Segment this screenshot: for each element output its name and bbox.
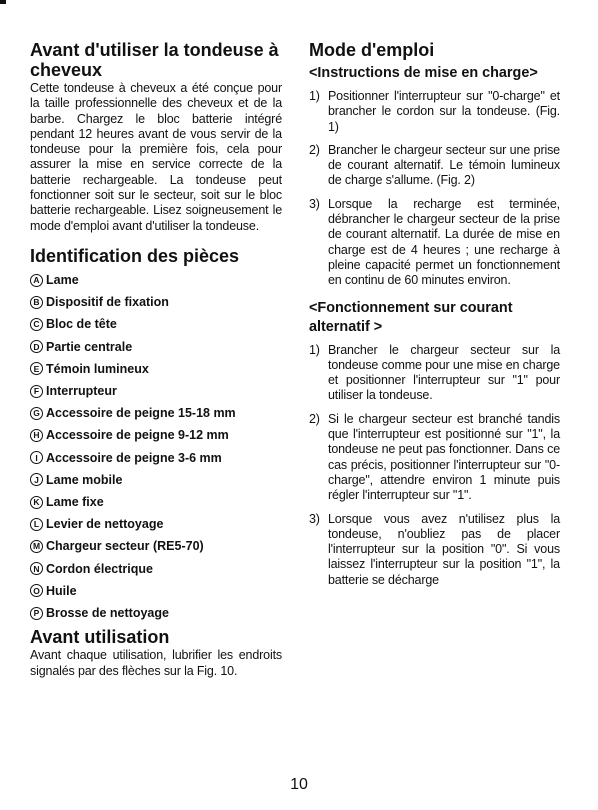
part-letter-badge: F bbox=[30, 385, 43, 398]
step-text: Brancher le chargeur secteur sur la tondeuse comme pour une mise en charge et positionner l'interrupteur sur "1" pour utiliser la tondeuse. bbox=[328, 342, 560, 403]
step-item bbox=[309, 197, 560, 289]
part-item bbox=[30, 424, 282, 446]
part-label: Lame bbox=[46, 272, 79, 287]
part-letter-badge: K bbox=[30, 496, 43, 509]
part-item bbox=[30, 535, 282, 557]
section-title-avant-utilisation: Avant utilisation bbox=[30, 627, 170, 648]
part-label: Lame mobile bbox=[46, 472, 123, 487]
step-text: Positionner l'interrupteur sur "0-charge" et brancher le cordon sur la tondeuse. (Fig. 1) bbox=[328, 89, 560, 134]
part-label: Témoin lumineux bbox=[46, 361, 149, 376]
part-label: Partie centrale bbox=[46, 339, 133, 354]
part-item bbox=[30, 380, 282, 402]
part-item bbox=[30, 269, 282, 291]
part-letter-badge: C bbox=[30, 318, 43, 331]
step-item bbox=[309, 412, 560, 504]
part-item bbox=[30, 313, 282, 335]
part-letter-badge: M bbox=[30, 540, 43, 553]
step-item bbox=[309, 512, 560, 588]
step-number: 3) bbox=[309, 196, 320, 211]
intro-paragraph: Cette tondeuse à cheveux a été conçue pour la taille professionnelle des cheveux et de la barbe. Chargez le bloc batterie intégré pendant 12 heures avant de vous servir de la tondeuse pour la première fois, cela pour assurer la mise en service correcte de la batterie rechargeable. La tondeuse peut fonctionner soit sur le secteur, soit sur le bloc batterie rechargeable. Lisez soigneusement le mode d'emploi avant d'utiliser la tondeuse. bbox=[30, 81, 282, 233]
part-label: Cordon électrique bbox=[46, 561, 153, 576]
part-letter-badge: D bbox=[30, 340, 43, 353]
part-label: Brosse de nettoyage bbox=[46, 606, 169, 621]
step-item bbox=[309, 143, 560, 189]
step-number: 2) bbox=[309, 142, 320, 157]
part-item bbox=[30, 447, 282, 469]
corner-mark bbox=[0, 0, 6, 4]
step-item bbox=[309, 343, 560, 404]
part-letter-badge: E bbox=[30, 362, 43, 375]
part-label: Lame fixe bbox=[46, 495, 104, 509]
section-title-avant-utiliser: Avant d'utiliser la tondeuse à cheveux bbox=[30, 40, 279, 80]
part-item bbox=[30, 358, 282, 380]
subsection-title-courant: <Fonctionnement sur courant alternatif > bbox=[309, 299, 513, 335]
part-item bbox=[30, 580, 282, 602]
parts-list bbox=[30, 269, 282, 624]
part-label: Accessoire de peigne 3-6 mm bbox=[46, 450, 222, 465]
part-item bbox=[30, 558, 282, 580]
part-letter-badge: H bbox=[30, 429, 43, 442]
part-item bbox=[30, 336, 282, 358]
part-letter-badge: A bbox=[30, 274, 43, 287]
part-label: Chargeur secteur (RE5-70) bbox=[46, 539, 204, 554]
step-text: Lorsque vous avez n'utilisez plus la tondeuse, n'oubliez pas de placer l'interrupteur sur la position "0". Si vous laissez l'interrupteur sur la position "1", la batterie se décharge bbox=[328, 511, 560, 587]
part-item bbox=[30, 513, 282, 535]
before-use-paragraph: Avant chaque utilisation, lubrifier les endroits signalés par des flèches sur la Fig. 10. bbox=[30, 648, 282, 678]
step-text: Si le chargeur secteur est branché tandis que l'interrupteur est positionné sur "1", la tondeuse ne peut pas fonctionner. Dans ce cas précis, positionner l'interrupteur sur "0-charge", attendre environ 1 minute puis régler l'interrupteur sur "1". bbox=[328, 411, 560, 503]
step-number: 3) bbox=[309, 511, 320, 526]
part-label: Huile bbox=[46, 583, 77, 598]
part-letter-badge: P bbox=[30, 607, 43, 620]
part-label: Interrupteur bbox=[46, 383, 117, 398]
part-letter-badge: I bbox=[30, 451, 43, 464]
part-item bbox=[30, 491, 282, 513]
step-text: Brancher le chargeur secteur sur une prise de courant alternatif. Le témoin lumineux de charge s'allume. (Fig. 2) bbox=[328, 142, 560, 188]
step-item bbox=[309, 89, 560, 135]
step-text: Lorsque la recharge est terminée, débrancher le chargeur secteur de la prise de courant alternatif. La durée de mise en charge est de 4 heures ; une recharge à pleine capacité permet un fonctionnement en continu de 60 minutes environ. bbox=[328, 196, 560, 288]
part-letter-badge: O bbox=[30, 584, 43, 597]
part-item bbox=[30, 602, 282, 624]
section-title-mode-emploi: Mode d'emploi bbox=[309, 40, 435, 60]
part-item bbox=[30, 402, 282, 424]
subsection-title-charge: <Instructions de mise en charge> bbox=[309, 65, 538, 81]
part-item bbox=[30, 291, 282, 313]
step-number: 1) bbox=[309, 342, 320, 357]
part-letter-badge: J bbox=[30, 473, 43, 486]
part-label: Levier de nettoyage bbox=[46, 517, 164, 532]
part-item bbox=[30, 469, 282, 491]
part-letter-badge: N bbox=[30, 562, 43, 575]
part-letter-badge: B bbox=[30, 296, 43, 309]
part-label: Bloc de tête bbox=[46, 317, 117, 332]
part-letter-badge: G bbox=[30, 407, 43, 420]
part-label: Accessoire de peigne 15-18 mm bbox=[46, 406, 236, 421]
section-title-identification: Identification des pièces bbox=[30, 245, 240, 266]
page-number: 10 bbox=[290, 776, 308, 793]
step-number: 1) bbox=[309, 89, 320, 103]
part-letter-badge: L bbox=[30, 518, 43, 531]
step-number: 2) bbox=[309, 411, 320, 426]
part-label: Dispositif de fixation bbox=[46, 295, 169, 310]
part-label: Accessoire de peigne 9-12 mm bbox=[46, 428, 229, 443]
left-column bbox=[30, 40, 282, 679]
charge-steps bbox=[309, 89, 560, 289]
ac-steps bbox=[309, 343, 560, 588]
right-column bbox=[309, 40, 560, 588]
